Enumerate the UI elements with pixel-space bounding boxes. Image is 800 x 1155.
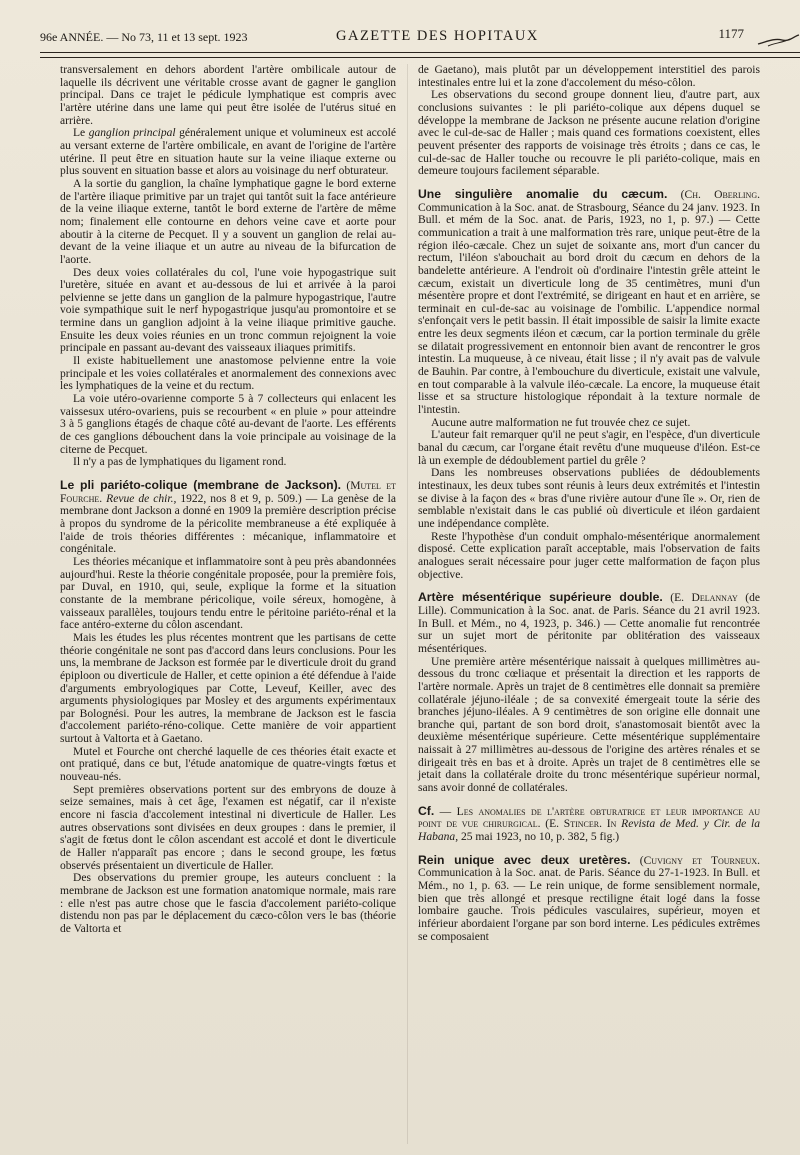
left-paragraph: [60, 456, 396, 469]
section-authors: (Cuvigny et Tourneux.: [630, 854, 761, 867]
section-text: Communication à la Soc. anat. de Strasbourg, Séance du 24 janv. 1923. In Bull. et mém de la Soc. anat. de Paris, 1923, no 1, p. 97.) — Cette communication a trait à une malformation très rare, unique peut-être de la région iléo-cæcale. Chez un sujet de soixante ans, mort d'un cancer du rectum, l'iléon s'abouchait au bord droit du cæcum en dehors de la bandelette antérieure. A l'endroit où d'ordinaire l'intestin grêle atteint le cæcum, existait un diverticule long de 35 centimètres, muni d'un mésentère propre et dont l'extrémité, se dirigeant en haut et en arrière, se terminait en cul-de-sac au voisinage de l'ombilic. L'appendice normal s'enfonçait vers le petit bassin. Il était impossible de saisir la limite exacte entre les deux segments iléon et cæcum, car la portion terminale du grêle se dilatait progressivement en entonnoir bien avant de rencontrer le gros intestin. La muqueuse, à ce niveau, était lisse ; il n'y avait pas de valvule de Bauhin. Par contre, à l'embouchure du diverticule, existait une valvule, en tout comparable à la valvule iléo-cæcale. La encore, la muqueuse était lisse et sa structure histologique répondait à la texture normale de l'intestin.: [418, 201, 760, 417]
right-section: [418, 805, 760, 844]
paragraph-text: A la sortie du ganglion, la chaîne lymphatique gagne le bord externe de l'artère iliaque primitive par un trajet qui tantôt suit la face antérieure de la veine iliaque externe, tantôt le bord externe de l'artère de même nom; finalement elle contourne en dehors veine cave et aorte pour aboutir à la citerne de Pecquet. Il y a souvent un ganglion de relai au-devant de la veine iliaque et un autre au niveau de la bifurcation de l'aorte.: [60, 177, 396, 266]
pen-scribble-mark: [756, 34, 800, 50]
paragraph-text: Reste l'hypothèse d'un conduit omphalo-mésentérique anormalement disposé. Cette explication paraît acceptable, mais l'observation de faits analogues serait nécessaire pour juger cette malformation de façon plus objective.: [418, 530, 760, 581]
section-title: Cf.: [418, 803, 435, 818]
section-title: Artère mésentérique supérieure double.: [418, 590, 663, 605]
paragraph-text: Sept premières observations portent sur des embryons de douze à seize semaines, mais à cet âge, l'examen est négatif, car il n'existe encore ni fascia d'accolement intestinal ni diverticule de Haller. Les autres observations sont divisées en deux groupes : dans le premier, il s'agit de fœtus dont le côlon ascendant est accolé et dont le diverticule de Haller n'apparaît pas encore ; dans le second groupe, les fœtus observés présentaient un diverticule de Haller.: [60, 783, 396, 872]
section-authors: — Les anomalies de l'artère obturatrice et leur importance au point de vue chirurgical. (E. Stincer. In: [418, 805, 760, 831]
paragraph-lead: Le: [73, 127, 89, 140]
header-rule-bottom: [40, 57, 800, 58]
left-paragraph: [60, 355, 396, 393]
paragraph-text: Aucune autre malformation ne fut trouvée chez ce sujet.: [431, 416, 691, 429]
section-text: 1922, nos 8 et 9, p. 509.) — La genèse de la membrane dont Jackson a donné en 1909 la première description précise à propos du syndrome de la péricolite membraneuse a été expliquée à l'aide de trois théories différentes : mécanique, inflammatoire et congénitale.: [60, 492, 396, 556]
section-title: Une singulière anomalie du cæcum.: [418, 186, 668, 201]
right-paragraph: [418, 656, 760, 795]
left-paragraph: [60, 267, 396, 356]
source-citation: Revista de Med. y Cir. de la Habana,: [418, 818, 760, 844]
right-paragraph: [418, 417, 760, 430]
left-paragraph: [60, 784, 396, 873]
right-paragraph: [418, 89, 760, 178]
right-paragraph: [418, 531, 760, 582]
paragraph-text: Une première artère mésentérique naissait à quelques millimètres au-dessous du tronc cœliaque et présentait la direction et les rapports de l'artère normale. Après un trajet de 8 centimètres elle donnait sa première collatérale jéjuno-iléale ; de sa convexité émergeait toute la série des branches jéjuno-iléales. A 9 centimètres de son origine elle donnait une branche qui, partant de son bord droit, s'anastomosait bientôt avec la deuxième mésentérique supérieure. Cette mésentérique supplémentaire naissait à 27 millimètres au-dessous de l'origine des artères rénales et se dirigeait très en bas et à droite. Après un trajet de 8 centimètres elle se jetait dans la collatérale droite du tronc mésentérique supérieur normal, sans avoir donné de collatérales.: [418, 655, 760, 795]
header-rule-top: [40, 52, 800, 53]
section-authors: (E. Delannay: [662, 592, 738, 605]
source-citation: Revue de chir.,: [102, 492, 177, 505]
issue-info: 96e ANNÉE. — No 73, 11 et 13 sept. 1923: [40, 30, 248, 44]
left-column: [60, 64, 396, 936]
paragraph-text: Des observations du premier groupe, les auteurs concluent : la membrane de Jackson est une formation anatomique normale, mais rare : elle n'est pas autre chose que le fascia d'accolement pariéto-colique distendu non pas par le déplacement du cæco-côlon vers le bas (théorie de Valtorta et: [60, 872, 396, 935]
paragraph-text: généralement unique et volumineux est accolé au versant externe de l'artère ombilicale, en avant de l'origine de l'artère utérine. Il peut être en situation haute sur la veine iliaque externe ou plus souvent en situation basse et alors au voisinage du nerf obturateur.: [60, 127, 397, 178]
section-text: (de Lille). Communication à la Soc. anat. de Paris. Séance du 21 avril 1923. In Bull. et Mém., no 4, 1923, p. 346.) — Cette anomalie fut rencontrée sur un sujet mort de péritonite par oblitération des vaisseaux mésentériques.: [418, 592, 760, 655]
paragraph-text: Des deux voies collatérales du col, l'une voie hypogastrique suit l'uretère, située en avant et au-dessous de lui et arrivée à la paroi pelvienne se jette dans un ganglion de la palmure hypogastrique, l'autre voie sympathique suit le nerf hypogastrique jusqu'au promontoire et se termine dans un ganglion adjoint à la veine iliaque primitive gauche. Ensuite les deux voies réunies en un tronc commun rejoignent la voie principale en passant au-devant des vaisseaux iliaques primitifs.: [60, 266, 396, 355]
paragraph-text: Dans les nombreuses observations publiées de dédoublements intestinaux, les deux tubes sont réunis à leurs deux extrémités et l'intestin se divise à la façon des « bras d'une rivière autour d'une île ». Or, rien de semblable n'existait dans le cas publié où diverticule et iléon gardaient une indépendance complète.: [418, 467, 760, 530]
paragraph-text: L'auteur fait remarquer qu'il ne peut s'agir, en l'espèce, d'un diverticule banal du cæcum, car l'organe était revêtu d'une muqueuse d'iléon. Est-ce là un exemple de dédoublement partiel du grêle ?: [418, 429, 760, 467]
section-authors: (Ch. Oberling.: [667, 188, 760, 201]
paragraph-text: La voie utéro-ovarienne comporte 5 à 7 collecteurs qui enlacent les vaissesux utéro-ovariens, puis se recourbent « en pluie » pour atteindre 3 à 5 ganglions étagés de chaque côté au-devant de l'aorte. Les efférents de ces ganglions débouchent dans la voie principale au voisinage de la citerne de Pecquet.: [60, 393, 396, 456]
right-paragraph: [418, 64, 760, 89]
right-paragraph: [418, 467, 760, 530]
section-text: Communication à la Soc. anat. de Paris. Séance du 27-1-1923. In Bull. et Mém., no 1, p. 63. — Le rein unique, de forme sensiblement normale, bien que très allongé et presque rectiligne était logé dans la fosse lombaire gauche. Trois pédicules vasculaires, supérieur, moyen et inférieur abordaient l'organe par son bord interne. Les pédicules extrêmes se composaient: [418, 867, 760, 943]
left-paragraph: [60, 746, 396, 784]
right-section: [418, 854, 760, 944]
paragraph-text: Il existe habituellement une anastomose pelvienne entre la voie principale et les voies collatérales et anormalement des connexions avec les lymphatiques de la veine et du rectum.: [60, 355, 396, 393]
paragraph-text: Mais les études les plus récentes montrent que les partisans de cette théorie congénitale ne sont pas d'accord dans leurs conclusions. Pour les uns, la membrane de Jackson est formée par le diverticule droit du grand épiploon ou diverticule de Haller, et cette opinion a été défendue à l'aide d'arguments embryologiques par Cotte, Leveuf, Keiller, avec des arguments physiologiques par Mosley et des arguments expérimentaux par Bolognési. Pour les autres, la membrane de Jackson est le fascia d'accolement pariéto-réno-colique. Cette manière de voir appartient surtout à Valtorta et à Gaetano.: [60, 631, 396, 746]
paragraph-text: Mutel et Fourche ont cherché laquelle de ces théories était exacte et ont pratiqué, dans ce but, l'étude anatomique de quatre-vingts fœtus et nouveau-nés.: [60, 745, 396, 784]
right-column: [418, 64, 760, 943]
page-header: [40, 14, 778, 50]
left-paragraph: [60, 632, 396, 746]
left-section: [60, 479, 396, 556]
term: ganglion principal: [88, 127, 176, 140]
right-paragraph: [418, 429, 760, 467]
column-divider: [407, 64, 408, 1144]
left-paragraph: [60, 127, 396, 178]
paragraph-text: Les observations du second groupe donnent lieu, d'autre part, aux conclusions suivantes : le pli pariéto-colique aux dépens duquel se développe la membrane de Jackson ne présente aucune relation d'origine avec le cul-de-sac de Haller ; mais quand ces formations coexistent, elles peuvent présenter des rapports de voisinage très étroits ; dans ce cas, le cul-de-sac de Haller touche ou recouvre le pli pariéto-colique, mais en demeure toujours facilement séparable.: [418, 89, 760, 178]
section-authors: (Mutel et Fourche.: [60, 480, 396, 505]
section-title: Rein unique avec deux uretères.: [418, 852, 631, 867]
left-paragraph: [60, 178, 396, 267]
publication-title: GAZETTE DES HOPITAUX: [336, 28, 539, 44]
right-section: [418, 188, 760, 417]
paragraph-text: de Gaetano), mais plutôt par un développement interstitiel des parois intestinales entre lui et la zone d'accolement du méso-côlon.: [418, 64, 760, 89]
paragraph-text: transversalement en dehors abordent l'artère ombilicale autour de laquelle ils décrivent une véritable crosse avant de gagner le ganglion principal. Dans ce trajet le pédicule lymphatique est compris avec l'artère utérine dans une lame qui peut être isolée de l'utérus situé en arrière.: [60, 64, 396, 127]
page-number: 1177: [718, 26, 744, 41]
left-paragraph: [60, 556, 396, 632]
paragraph-text: Il n'y a pas de lymphatiques du ligament rond.: [73, 456, 287, 469]
paragraph-text: Les théories mécanique et inflammatoire sont à peu près abandonnées aujourd'hui. Reste la théorie congénitale proposée, pour la première fois, par Duval, en 1910, qui, seule, explique la forme et la situation constante de la membrane péricolique, voile séreux, homogène, à vaisseaux parallèles, toujours tendu entre le péritoine pariéto-rénal et la face antéro-externe du côlon ascendant.: [60, 555, 396, 632]
left-paragraph: [60, 393, 396, 456]
section-title: Le pli pariéto-colique (membrane de Jackson).: [60, 478, 342, 492]
right-section: [418, 591, 760, 655]
section-text: 25 mai 1923, no 10, p. 382, 5 fig.): [458, 831, 620, 844]
left-paragraph: [60, 872, 396, 935]
left-paragraph: [60, 64, 396, 127]
